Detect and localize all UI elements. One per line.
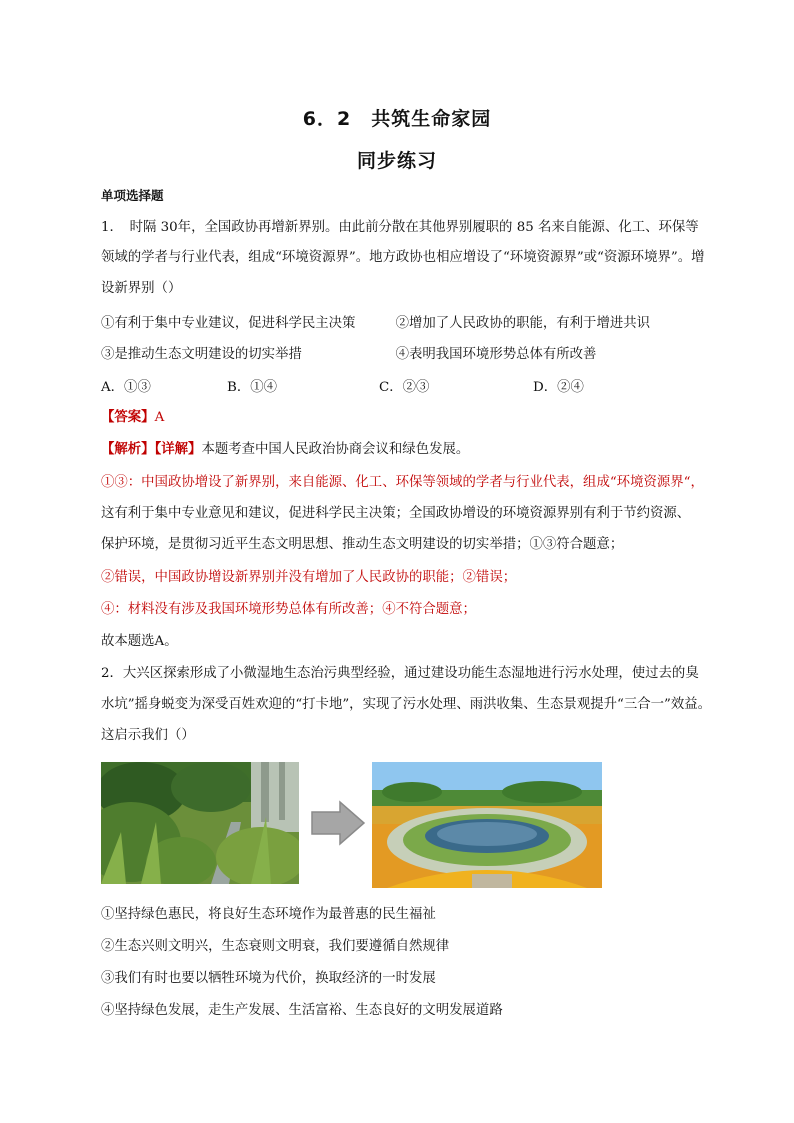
q1-stem-line: 1． 时隔 30年，全国政协再增新界别。由此前分散在其他界别履职的 85 名来自能源、化工、环保等 xyxy=(101,220,699,235)
wetland-photo-illustration xyxy=(372,762,602,888)
answer-value: A xyxy=(154,410,165,425)
q1-analysis-intro-line xyxy=(101,440,721,460)
analysis-intro: 本题考查中国人民政治协商会议和绿色发展。 xyxy=(201,442,470,457)
page-title: 6．2 共筑生命家园 xyxy=(302,108,492,130)
q1-analysis-error-line: ④：材料没有涉及我国环境形势总体有所改善；④不符合题意； xyxy=(101,602,476,617)
q2-stem-line: 这启示我们（） xyxy=(101,728,195,743)
q1-statement: ①有利于集中专业建议，促进科学民主决策 ②增加了人民政协的职能，有利于增进共识 xyxy=(101,316,651,331)
q1-option-b[interactable]: B．①④ xyxy=(227,380,278,395)
analysis-tag: 【解析】【详解】 xyxy=(101,442,202,457)
q1-answer xyxy=(101,408,721,428)
q2-statement: ①坚持绿色惠民，将良好生态环境作为最普惠的民生福祉 xyxy=(101,907,436,922)
q1-option-c[interactable]: C．②③ xyxy=(379,380,430,395)
answer-tag: 【答案】 xyxy=(101,410,155,425)
q2-statement: ④坚持绿色发展，走生产发展、生活富裕、生态良好的文明发展道路 xyxy=(101,1003,503,1018)
q1-analysis-line: 这有利于集中专业意见和建议，促进科学民主决策；全国政协增设的环境资源界别有利于节约资源、 xyxy=(101,506,691,521)
section-label: 单项选择题 xyxy=(101,188,164,203)
q2-stem-line: 2．大兴区探索形成了小微湿地生态治污典型经验，通过建设功能生态湿地进行污水处理，使过去的臭 xyxy=(101,666,699,681)
ditch-photo-illustration xyxy=(101,762,299,884)
q1-option-d[interactable]: D．②④ xyxy=(533,380,584,395)
q1-stem-line: 领域的学者与行业代表，组成“环境资源界”。地方政协也相应增设了“环境资源界”或“资源环境界”。增 xyxy=(101,250,705,265)
q2-stem-line: 水坑”摇身蜕变为深受百姓欢迎的“打卡地”，实现了污水处理、雨洪收集、生态景观提升“三合一”效益。 xyxy=(101,697,712,712)
q1-analysis-error-line: ②错误，中国政协增设新界别并没有增加了人民政协的职能；②错误； xyxy=(101,570,517,585)
q1-analysis-line: 保护环境，是贯彻习近平生态文明思想、推动生态文明建设的切实举措；①③符合题意； xyxy=(101,537,624,552)
q1-stem-line: 设新界别（） xyxy=(101,281,182,296)
transition-arrow-icon xyxy=(310,800,366,846)
q2-statement: ③我们有时也要以牺牲环境为代价，换取经济的一时发展 xyxy=(101,971,436,986)
q1-options xyxy=(101,376,721,396)
q1-statement: ③是推动生态文明建设的切实举措 ④表明我国环境形势总体有所改善 xyxy=(101,347,597,362)
q2-statement: ②生态兴则文明兴，生态衰则文明衰，我们要遵循自然规律 xyxy=(101,939,450,954)
q1-conclusion: 故本题选A。 xyxy=(101,634,178,649)
after-photo xyxy=(372,762,602,888)
q1-analysis-line: ①③：中国政协增设了新界别，来自能源、化工、环保等领域的学者与行业代表，组成“环境资源界“， xyxy=(101,475,704,490)
before-photo xyxy=(101,762,299,884)
page-subtitle: 同步练习 xyxy=(356,150,437,172)
q1-option-a[interactable]: A．①③ xyxy=(101,380,151,395)
